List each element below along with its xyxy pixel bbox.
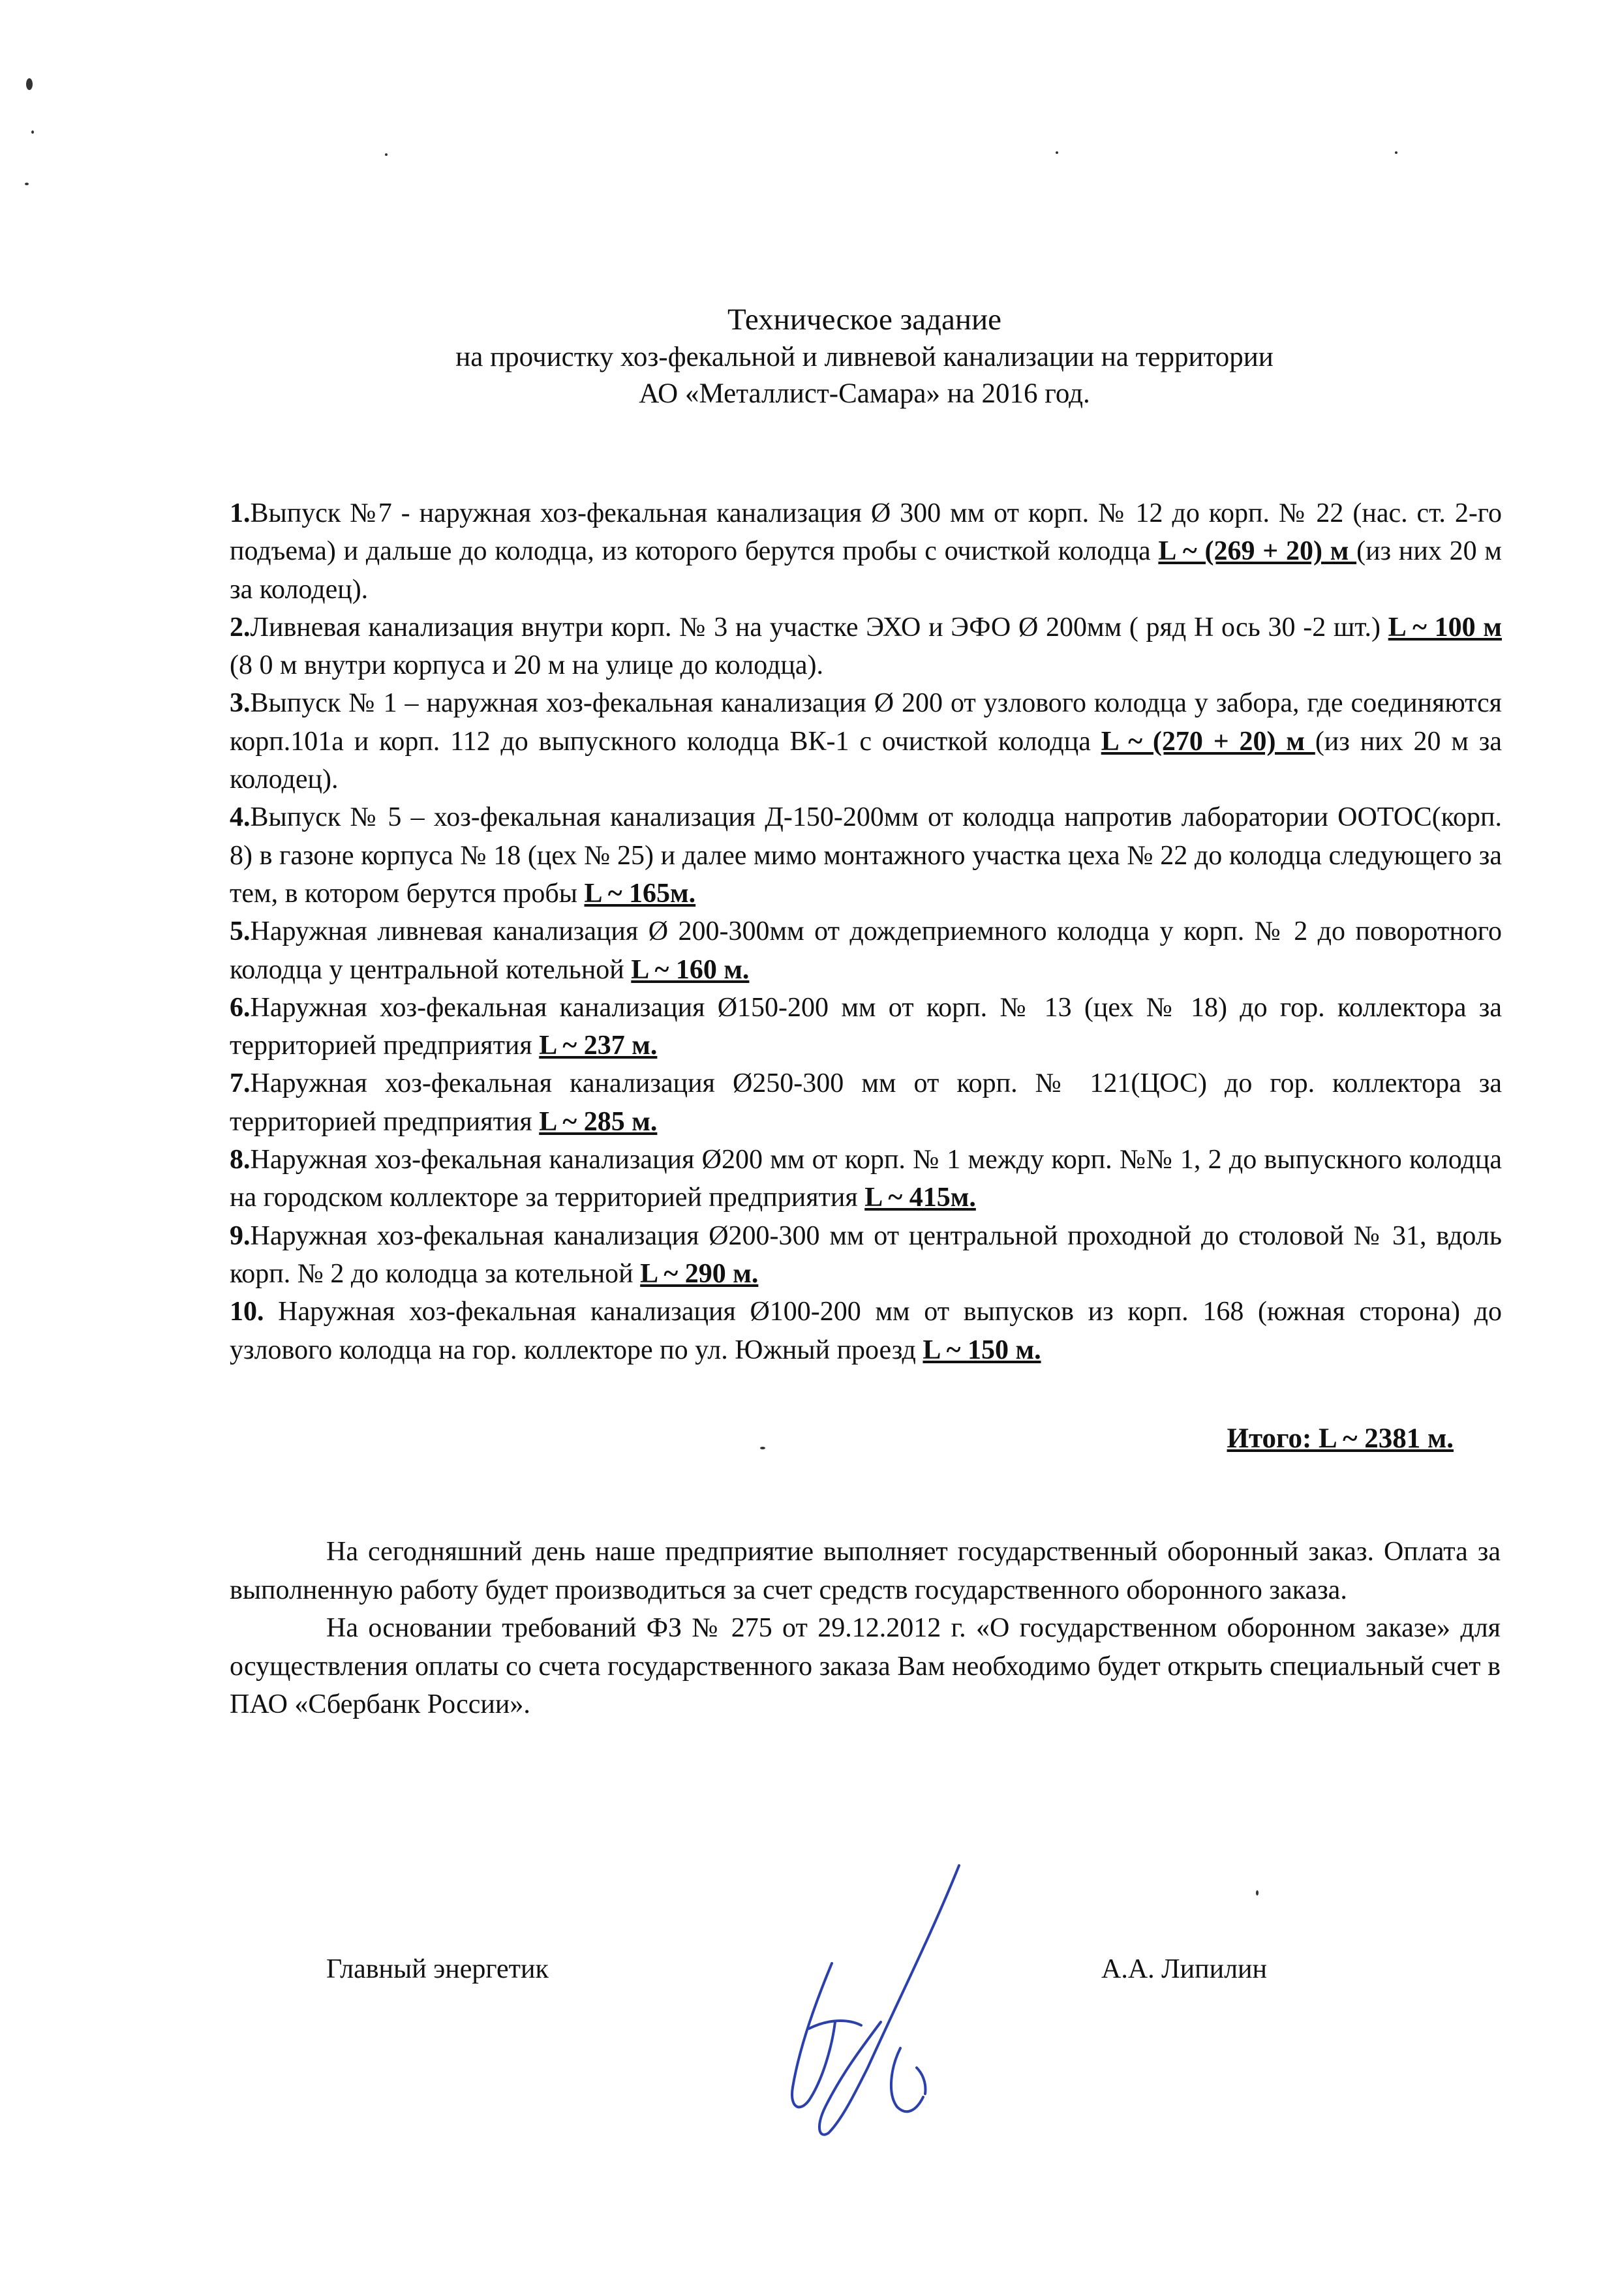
signer-name: А.А. Липилин (1101, 1954, 1267, 1984)
item-number: 8. (230, 1145, 251, 1175)
document-title: Техническое задание (727, 303, 1001, 337)
scan-speck (31, 130, 34, 134)
item-number: 5. (230, 916, 251, 947)
item-number: 4. (230, 802, 251, 833)
item-text: Ливневая канализация внутри корп. № 3 на участке ЭХО и ЭФО Ø 200мм ( ряд Н ось 30 -2 шт.) (250, 612, 1388, 642)
item-text: Наружная хоз-фекальная канализация Ø250-300 мм от корп. № 121(ЦОС) до гор. коллектора за территорией предприятия (230, 1068, 1502, 1137)
scan-speck (1056, 151, 1058, 154)
scan-speck (26, 78, 33, 90)
total-length: Итого: L ~ 2381 м. (1227, 1423, 1454, 1454)
work-items-list (230, 494, 1502, 1369)
item-tail: (из них 20 м за колодец). (230, 726, 1502, 795)
scan-speck (1395, 151, 1397, 154)
item-length: L ~ (269 + 20) м (1158, 536, 1357, 567)
item-length: L ~ 100 м (1388, 612, 1502, 642)
work-item (230, 1065, 1502, 1141)
item-tail: (из них 20 м за колодец). (230, 536, 1502, 605)
scan-speck (760, 1447, 765, 1449)
item-number: 7. (230, 1068, 251, 1099)
signature-stroke (917, 2068, 925, 2094)
item-length: L ~ 285 м. (539, 1106, 658, 1137)
work-item (230, 684, 1502, 798)
item-number: 3. (230, 688, 251, 719)
item-length: L ~ 237 м. (539, 1031, 658, 1061)
work-item (230, 1141, 1502, 1217)
item-text: Наружная хоз-фекальная канализация Ø200-300 мм от центральной проходной до столовой № 31, вдоль корп. № 2 до колодца за котельной (230, 1220, 1502, 1289)
item-text: Выпуск № 5 – хоз-фекальная канализация Д-150-200мм от колодца напротив лаборатории ООТОС(корп. 8) в газоне корпуса № 18 (цех № 25) и далее мимо монтажного участка цеха № 22 до колодца следующего за тем, в котором берутся пробы (230, 802, 1502, 909)
document-subtitle-line1: на прочистку хоз-фекальной и ливневой канализации на территории (455, 342, 1274, 372)
work-item (230, 798, 1502, 913)
document-subtitle-line2: АО «Металлист-Самара» на 2016 год. (639, 378, 1090, 409)
item-length: L ~ 150 м. (923, 1335, 1041, 1365)
work-item (230, 913, 1502, 989)
signature-stroke (792, 1963, 835, 2107)
item-length: L ~ (270 + 20) м (1101, 726, 1315, 757)
signature-stroke (891, 2048, 923, 2111)
work-item (230, 609, 1502, 685)
scan-speck (1256, 1890, 1259, 1896)
item-text: Наружная хоз-фекальная канализация Ø200 мм от корп. № 1 между корп. №№ 1, 2 до выпускного колодца на городском коллекторе за территорией предприятия (230, 1145, 1502, 1213)
item-text: Наружная хоз-фекальная канализация Ø150-200 мм от корп. № 13 (цех № 18) до гор. коллектора за территорией предприятия (230, 992, 1502, 1061)
item-length: L ~ 160 м. (631, 954, 750, 985)
work-item (230, 989, 1502, 1065)
special-account-paragraph: На основании требований ФЗ № 275 от 29.12.2012 г. «О государственном оборонном заказе» для осуществления оплаты со счета государственного заказа Вам необходимо будет открыть специальный счет в ПАО «Сбербанк России». (230, 1613, 1501, 1719)
item-length: L ~ 290 м. (640, 1258, 759, 1289)
signature-stroke (819, 1865, 959, 2135)
item-number: 6. (230, 992, 251, 1023)
scan-speck (25, 183, 29, 185)
handwritten-signature (770, 1852, 985, 2139)
item-length: L ~ 165м. (584, 878, 696, 909)
item-text: Выпуск №7 - наружная хоз-фекальная канализация Ø 300 мм от корп. № 12 до корп. № 22 (нас. ст. 2-го подъема) и дальше до колодца, из которого берутся пробы с очисткой колодца (230, 498, 1502, 567)
document-header (215, 300, 1514, 412)
item-tail: (8 0 м внутри корпуса и 20 м на улице до колодца). (230, 650, 823, 681)
signer-role: Главный энергетик (326, 1954, 549, 1984)
item-number: 10. (230, 1297, 264, 1327)
payment-notes (230, 1533, 1501, 1724)
work-item (230, 1217, 1502, 1293)
item-number: 9. (230, 1220, 251, 1251)
defense-order-paragraph: На сегодняшний день наше предприятие выполняет государственный оборонный заказ. Оплата за выполненную работу будет производиться за счет средств государственного оборонного заказа. (230, 1537, 1501, 1605)
item-number: 2. (230, 612, 251, 642)
item-text: Наружная ливневая канализация Ø 200-300мм от дождеприемного колодца у корп. № 2 до поворотного колодца у центральной котельной (230, 916, 1502, 985)
scan-speck (385, 153, 388, 156)
work-item (230, 1293, 1502, 1369)
work-item (230, 494, 1502, 609)
item-text: Выпуск № 1 – наружная хоз-фекальная канализация Ø 200 от узлового колодца у забора, где соединяются корп.101а и корп. 112 до выпускного колодца ВК-1 с очисткой колодца (230, 688, 1502, 757)
item-text: Наружная хоз-фекальная канализация Ø100-200 мм от выпусков из корп. 168 (южная сторона) до узлового колодца на гор. коллекторе по ул. Южный проезд (230, 1297, 1502, 1365)
item-number: 1. (230, 498, 251, 528)
item-length: L ~ 415м. (864, 1183, 976, 1213)
